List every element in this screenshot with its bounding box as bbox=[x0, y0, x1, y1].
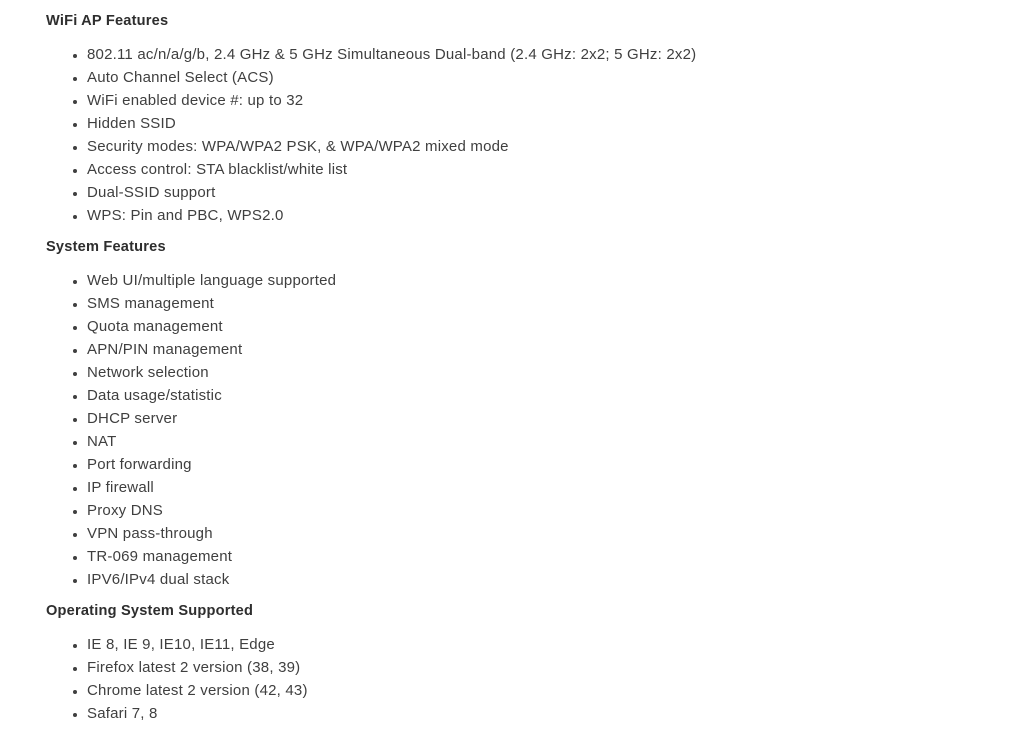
list-item: • TR-069 management bbox=[87, 545, 1031, 568]
feature-list-os bbox=[46, 633, 1031, 725]
list-item: • Network selection bbox=[87, 361, 1031, 384]
list-item: • Security modes: WPA/WPA2 PSK, & WPA/WPA2 mixed mode bbox=[87, 135, 1031, 158]
list-item: • Quota management bbox=[87, 315, 1031, 338]
list-item: • APN/PIN management bbox=[87, 338, 1031, 361]
list-item: • Firefox latest 2 version (38, 39) bbox=[87, 656, 1031, 679]
list-item: • IP firewall bbox=[87, 476, 1031, 499]
feature-list-system bbox=[46, 269, 1031, 591]
list-item: • Auto Channel Select (ACS) bbox=[87, 66, 1031, 89]
list-item: • Data usage/statistic bbox=[87, 384, 1031, 407]
list-item: • SMS management bbox=[87, 292, 1031, 315]
feature-list-wifi-ap bbox=[46, 43, 1031, 227]
list-item: • IE 8, IE 9, IE10, IE11, Edge bbox=[87, 633, 1031, 656]
section-heading-wifi-ap-features: WiFi AP Features bbox=[46, 13, 169, 29]
list-item: • Chrome latest 2 version (42, 43) bbox=[87, 679, 1031, 702]
section-heading-operating-system: Operating System Supported bbox=[46, 603, 254, 619]
list-item: • Hidden SSID bbox=[87, 112, 1031, 135]
list-item: • NAT bbox=[87, 430, 1031, 453]
list-item: • Access control: STA blacklist/white list bbox=[87, 158, 1031, 181]
list-item: • Proxy DNS bbox=[87, 499, 1031, 522]
list-item: • Dual-SSID support bbox=[87, 181, 1031, 204]
section-operating-system-supported bbox=[46, 600, 1031, 725]
list-item: • Port forwarding bbox=[87, 453, 1031, 476]
list-item: • WPS: Pin and PBC, WPS2.0 bbox=[87, 204, 1031, 227]
list-item: • DHCP server bbox=[87, 407, 1031, 430]
list-item: • Safari 7, 8 bbox=[87, 702, 1031, 725]
list-item: • Web UI/multiple language supported bbox=[87, 269, 1031, 292]
list-item: • 802.11 ac/n/a/g/b, 2.4 GHz & 5 GHz Simultaneous Dual-band (2.4 GHz: 2x2; 5 GHz: 2x2) bbox=[87, 43, 1031, 66]
section-system-features bbox=[46, 236, 1031, 591]
section-heading-system-features: System Features bbox=[46, 239, 166, 255]
list-item: • WiFi enabled device #: up to 32 bbox=[87, 89, 1031, 112]
list-item: • VPN pass-through bbox=[87, 522, 1031, 545]
list-item: • IPV6/IPv4 dual stack bbox=[87, 568, 1031, 591]
section-wifi-ap-features bbox=[46, 10, 1031, 227]
